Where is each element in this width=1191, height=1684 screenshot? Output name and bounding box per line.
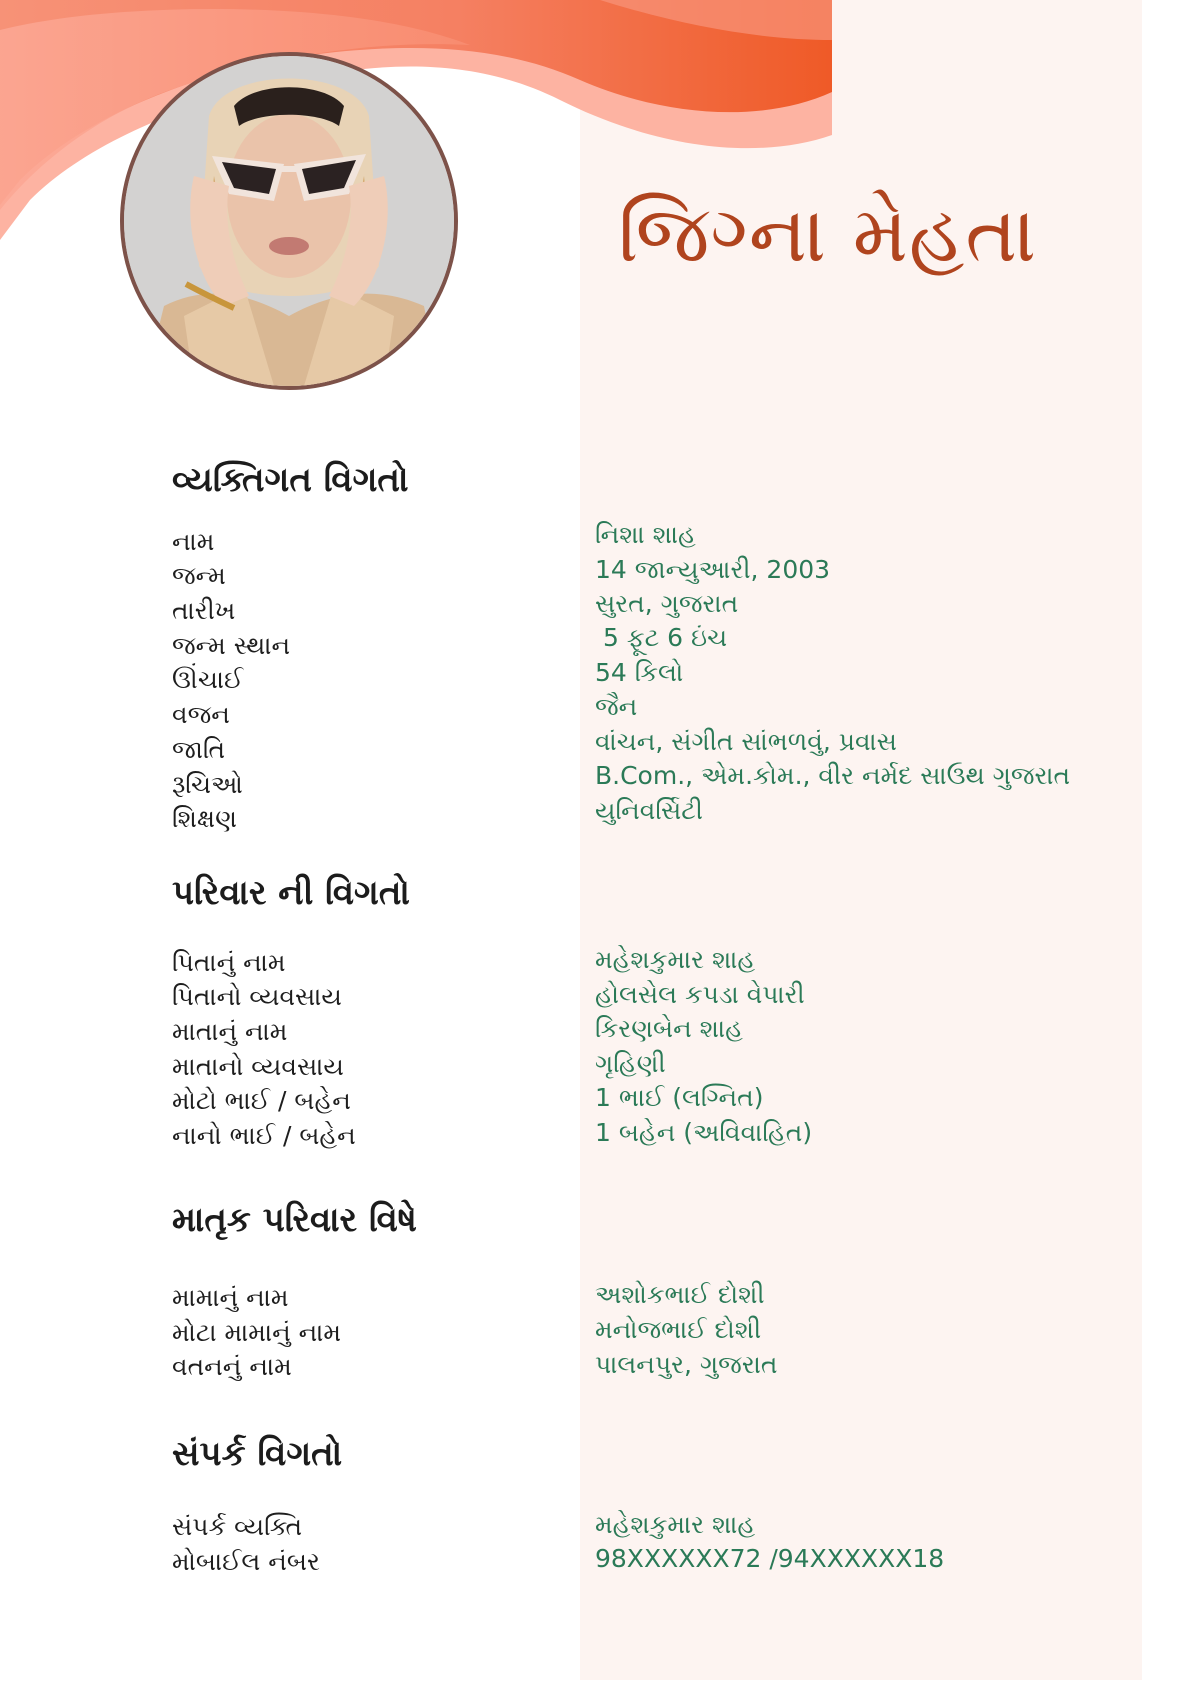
- label-education: શિક્ષણ: [172, 804, 237, 833]
- portrait-illustration: [124, 56, 454, 386]
- value-younger-sibling: 1 બહેન (અવિવાહિત): [595, 1118, 813, 1147]
- value-name: નિશા શાહ: [595, 520, 696, 549]
- label-elder-maternal-uncle: મોટા મામાનું નામ: [172, 1318, 342, 1347]
- label-father-name: પિતાનું નામ: [172, 948, 286, 977]
- value-height: 5 ફૂટ 6 ઇંચ: [595, 623, 728, 652]
- label-birthplace: જન્મ સ્થાન: [172, 631, 291, 660]
- maternal-family-heading: માતૃક પરિવાર વિષે: [172, 1200, 417, 1240]
- label-weight: વજન: [172, 700, 230, 729]
- personal-details-heading: વ્યક્તિગત વિગતો: [172, 460, 409, 500]
- label-native-place: વતનનું નામ: [172, 1352, 292, 1381]
- label-maternal-uncle: મામાનું નામ: [172, 1283, 289, 1312]
- label-father-occupation: પિતાનો વ્યવસાય: [172, 982, 342, 1011]
- label-name: નામ: [172, 527, 215, 556]
- value-education: B.Com., એમ.કોમ., વીર નર્મદ સાઉથ ગુજરાત: [595, 761, 1071, 790]
- value-hobbies: વાંચન, સંગીત સાંભળવું, પ્રવાસ: [595, 727, 897, 756]
- value-weight: 54 કિલો: [595, 658, 684, 687]
- value-mother-occupation: ગૃહિણી: [595, 1049, 666, 1078]
- value-elder-maternal-uncle: મનોજભાઈ દોશી: [595, 1315, 762, 1344]
- value-caste: જૈન: [595, 692, 638, 721]
- value-father-occupation: હોલસેલ કપડા વેપારી: [595, 980, 805, 1009]
- label-mother-name: માતાનું નામ: [172, 1017, 288, 1046]
- value-father-name: મહેશકુમાર શાહ: [595, 945, 756, 974]
- value-education-cont: યુનિવર્સિટી: [595, 796, 703, 825]
- profile-photo: [120, 52, 458, 390]
- label-hobbies: રૂચિઓ: [172, 770, 243, 799]
- label-younger-sibling: નાનો ભાઈ / બહેન: [172, 1121, 356, 1150]
- value-maternal-uncle: અશોકભાઈ દોશી: [595, 1280, 765, 1309]
- contact-details-heading: સંપર્ક વિગતો: [172, 1434, 343, 1474]
- value-birthplace: સુરત, ગુજરાત: [595, 589, 739, 618]
- label-caste: જાતિ: [172, 735, 226, 764]
- label-mobile-number: મોબાઈલ નંબર: [172, 1547, 320, 1576]
- value-birthdate: 14 જાન્યુઆરી, 2003: [595, 555, 831, 584]
- profile-name-title: જિગ્ના મેહતા: [618, 190, 1038, 280]
- value-mobile-number: 98XXXXXX72 /94XXXXXX18: [595, 1544, 945, 1573]
- family-details-heading: પરિવાર ની વિગતો: [172, 873, 410, 913]
- value-elder-sibling: 1 ભાઈ (લગ્નિત): [595, 1083, 764, 1112]
- label-mother-occupation: માતાનો વ્યવસાય: [172, 1052, 344, 1081]
- value-mother-name: કિરણબેન શાહ: [595, 1014, 743, 1043]
- label-birth: જન્મ: [172, 561, 226, 590]
- label-height: ઊંચાઈ: [172, 665, 244, 694]
- label-elder-sibling: મોટો ભાઈ / બહેન: [172, 1086, 351, 1115]
- value-contact-person: મહેશકુમાર શાહ: [595, 1510, 756, 1539]
- label-contact-person: સંપર્ક વ્યક્તિ: [172, 1512, 303, 1541]
- label-date: તારીખ: [172, 596, 236, 625]
- value-native-place: પાલનપુર, ગુજરાત: [595, 1350, 778, 1379]
